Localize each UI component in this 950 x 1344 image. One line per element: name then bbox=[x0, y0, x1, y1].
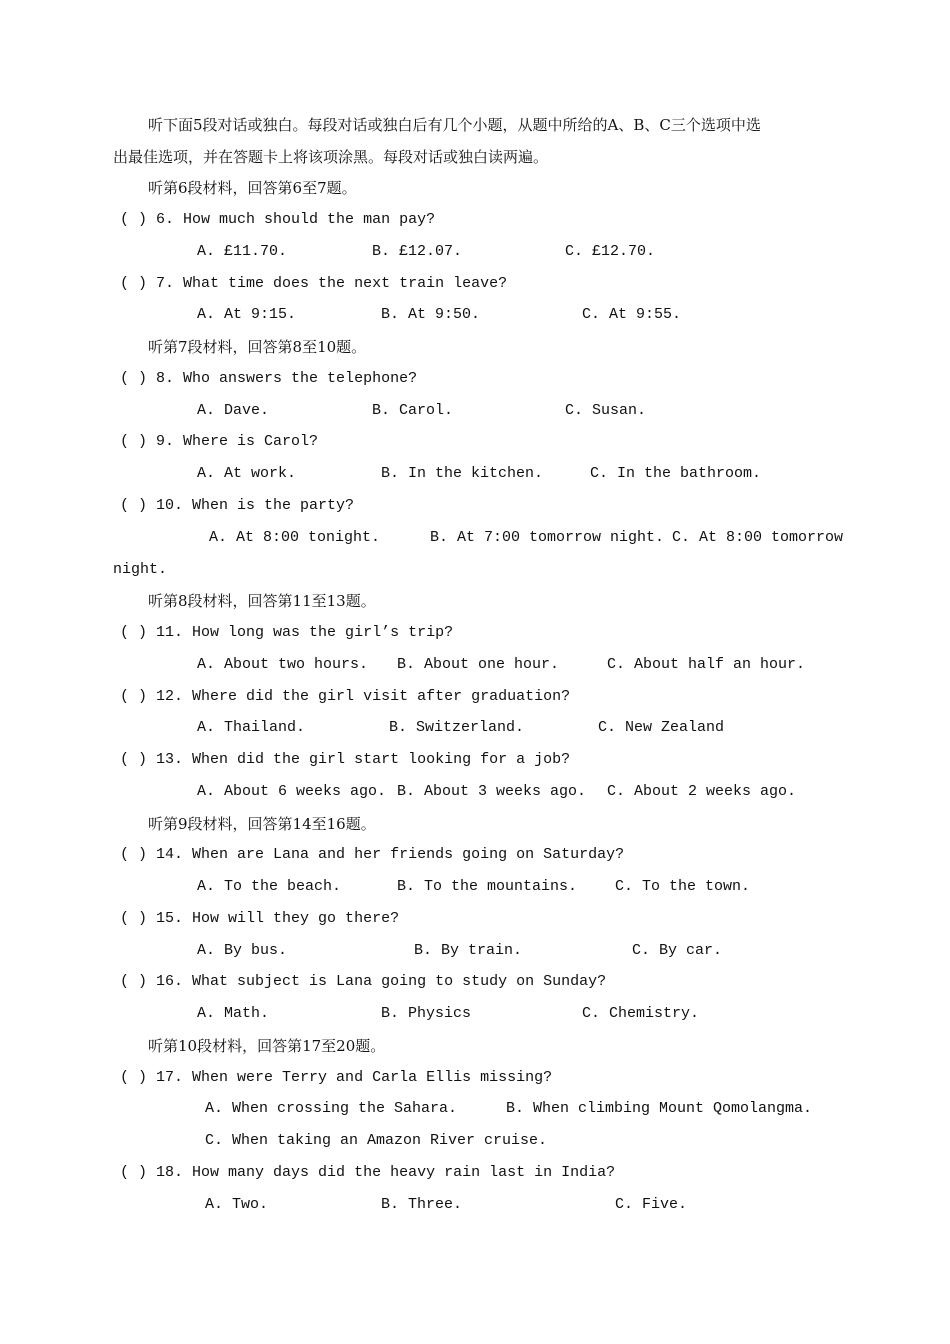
section-heading-7: 听第7段材料，回答第8至10题。 bbox=[148, 338, 367, 356]
section-heading-9: 听第9段材料，回答第14至16题。 bbox=[148, 815, 376, 833]
option-b: B. Three. bbox=[381, 1196, 463, 1213]
question-stem: 15. How will they go there? bbox=[156, 910, 400, 927]
option-a: A. Dave. bbox=[197, 402, 270, 419]
question-18 bbox=[120, 1163, 615, 1183]
option-c: C. Five. bbox=[615, 1196, 688, 1213]
instructions-line-1: 听下面5段对话或独白。每段对话或独白后有几个小题，从题中所给的A、B、C三个选项中选 bbox=[148, 116, 761, 134]
question-stem: 11. How long was the girl’s trip? bbox=[156, 624, 454, 641]
answer-blank[interactable]: ( ) bbox=[120, 1164, 148, 1181]
question-stem: 6. How much should the man pay? bbox=[156, 211, 436, 228]
answer-blank[interactable]: ( ) bbox=[120, 910, 148, 927]
option-a: A. About two hours. bbox=[197, 656, 369, 673]
option-c: C. At 9:55. bbox=[582, 306, 682, 323]
option-a: A. Math. bbox=[197, 1005, 270, 1022]
question-7 bbox=[120, 274, 507, 294]
answer-blank[interactable]: ( ) bbox=[120, 433, 148, 450]
option-a: A. Two. bbox=[205, 1196, 269, 1213]
answer-blank[interactable]: ( ) bbox=[120, 211, 148, 228]
answer-blank[interactable]: ( ) bbox=[120, 846, 148, 863]
question-13 bbox=[120, 750, 570, 770]
answer-blank[interactable]: ( ) bbox=[120, 275, 148, 292]
option-b: B. About 3 weeks ago. bbox=[397, 783, 587, 800]
question-stem: 16. What subject is Lana going to study on Sunday? bbox=[156, 973, 607, 990]
option-c: C. Chemistry. bbox=[582, 1005, 700, 1022]
option-c: C. Susan. bbox=[565, 402, 647, 419]
option-c: C. To the town. bbox=[615, 878, 751, 895]
question-stem: 8. Who answers the telephone? bbox=[156, 370, 418, 387]
question-stem: 12. Where did the girl visit after graduation? bbox=[156, 688, 571, 705]
option-c: C. New Zealand bbox=[598, 719, 725, 736]
option-c: C. By car. bbox=[632, 942, 723, 959]
question-12 bbox=[120, 687, 570, 707]
question-17 bbox=[120, 1068, 552, 1088]
option-b: B. At 7:00 tomorrow night. bbox=[430, 529, 665, 546]
option-c-continuation: night. bbox=[113, 561, 168, 578]
option-b: B. By train. bbox=[414, 942, 523, 959]
option-a: A. Thailand. bbox=[197, 719, 306, 736]
option-a: A. About 6 weeks ago. bbox=[197, 783, 387, 800]
answer-blank[interactable]: ( ) bbox=[120, 973, 148, 990]
question-stem: 13. When did the girl start looking for a job? bbox=[156, 751, 571, 768]
question-16 bbox=[120, 972, 606, 992]
option-a: A. £11.70. bbox=[197, 243, 288, 260]
option-b: B. About one hour. bbox=[397, 656, 560, 673]
answer-blank[interactable]: ( ) bbox=[120, 688, 148, 705]
question-6 bbox=[120, 210, 435, 230]
option-a: A. When crossing the Sahara. bbox=[205, 1100, 458, 1117]
question-8 bbox=[120, 369, 417, 389]
option-b: B. Carol. bbox=[372, 402, 454, 419]
option-a: A. To the beach. bbox=[197, 878, 342, 895]
question-stem: 9. Where is Carol? bbox=[156, 433, 319, 450]
option-b: B. Physics bbox=[381, 1005, 472, 1022]
option-c: C. £12.70. bbox=[565, 243, 656, 260]
answer-blank[interactable]: ( ) bbox=[120, 624, 148, 641]
option-b: B. In the kitchen. bbox=[381, 465, 544, 482]
option-c: C. At 8:00 tomorrow bbox=[672, 529, 844, 546]
answer-blank[interactable]: ( ) bbox=[120, 751, 148, 768]
option-b: B. Switzerland. bbox=[389, 719, 525, 736]
answer-blank[interactable]: ( ) bbox=[120, 370, 148, 387]
option-a: A. By bus. bbox=[197, 942, 288, 959]
question-14 bbox=[120, 845, 624, 865]
answer-blank[interactable]: ( ) bbox=[120, 497, 148, 514]
option-a: A. At work. bbox=[197, 465, 297, 482]
option-c: C. In the bathroom. bbox=[590, 465, 762, 482]
question-10 bbox=[120, 496, 354, 516]
option-b: B. When climbing Mount Qomolangma. bbox=[506, 1100, 813, 1117]
question-11 bbox=[120, 623, 453, 643]
answer-blank[interactable]: ( ) bbox=[120, 1069, 148, 1086]
question-stem: 17. When were Terry and Carla Ellis missing? bbox=[156, 1069, 553, 1086]
instructions-line-2: 出最佳选项，并在答题卡上将该项涂黑。每段对话或独白读两遍。 bbox=[113, 148, 549, 166]
option-a: A. At 8:00 tonight. bbox=[209, 529, 381, 546]
question-stem: 14. When are Lana and her friends going on Saturday? bbox=[156, 846, 625, 863]
question-15 bbox=[120, 909, 399, 929]
section-heading-10: 听第10段材料，回答第17至20题。 bbox=[148, 1037, 386, 1055]
option-b: B. £12.07. bbox=[372, 243, 463, 260]
section-heading-8: 听第8段材料，回答第11至13题。 bbox=[148, 592, 376, 610]
question-stem: 10. When is the party? bbox=[156, 497, 355, 514]
option-c: C. About half an hour. bbox=[607, 656, 806, 673]
section-heading-6: 听第6段材料，回答第6至7题。 bbox=[148, 179, 357, 197]
option-c: C. About 2 weeks ago. bbox=[607, 783, 797, 800]
question-9 bbox=[120, 432, 318, 452]
option-a: A. At 9:15. bbox=[197, 306, 297, 323]
option-c: C. When taking an Amazon River cruise. bbox=[205, 1132, 548, 1149]
option-b: B. At 9:50. bbox=[381, 306, 481, 323]
question-stem: 7. What time does the next train leave? bbox=[156, 275, 508, 292]
question-stem: 18. How many days did the heavy rain last in India? bbox=[156, 1164, 616, 1181]
option-b: B. To the mountains. bbox=[397, 878, 578, 895]
